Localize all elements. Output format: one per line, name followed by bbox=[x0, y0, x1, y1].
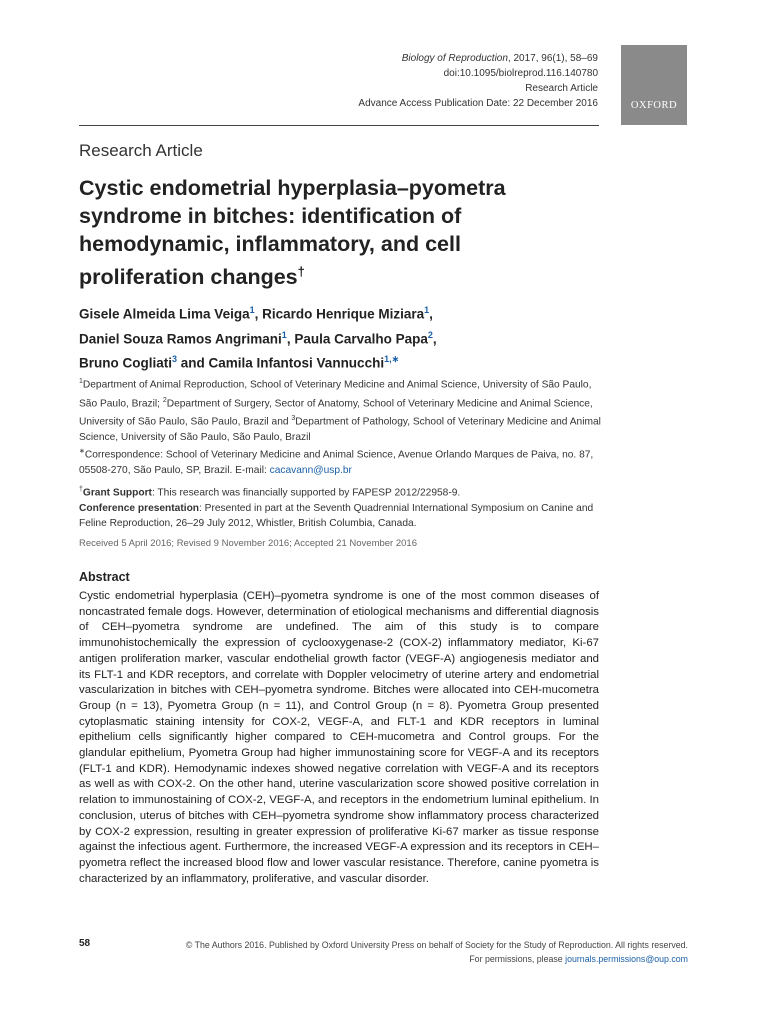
affiliation-number: 1 bbox=[79, 378, 83, 385]
author-name: Gisele Almeida Lima Veiga bbox=[79, 306, 250, 322]
affiliations bbox=[79, 374, 601, 445]
received-dates: Received 5 April 2016; Revised 9 November 2016; Accepted 21 November 2016 bbox=[79, 538, 417, 549]
affiliation-text: Department of Surgery, Sector of Anatomy, School of Veterinary Medicine and Animal Science, University of São Paulo, São Paulo, Brazil and bbox=[79, 397, 593, 428]
author-separator: and bbox=[177, 355, 209, 371]
article-type: Research Article bbox=[525, 83, 598, 94]
affiliation-text: Department of Animal Reproduction, School of Veterinary Medicine and Animal Science, University of São Paulo, São Paulo, Brazil; bbox=[79, 379, 592, 409]
author-separator: , bbox=[429, 306, 433, 322]
copyright-footer bbox=[180, 938, 688, 966]
abstract-body: Cystic endometrial hyperplasia (CEH)–pyometra syndrome is one of the most common diseases of noncastrated female dogs. However, determination of etiological mechanisms and differential diagnosis of CEH–pyometra syndrome are undefined. The aim of this study is to compare immunohistochemically the expression of cyclooxygenase-2 (COX-2) inflammatory mediator, Ki-67 antigen proliferation marker, vascular endothelial growth factor (VEGF-A) angiogenesis mediator and its FLT-1 and KDR receptors, and correlate with Doppler velocimetry of uterine artery and endometrial vascularization in bitches with CEH–pyometra syndrome. Bitches were allocated into CEH-mucometra Group (n = 13), Pyometra Group (n = 11), and Control Group (n = 8). Pyometra Group presented cytoplasmatic staining intensity for COX-2, VEGF-A, and FLT-1 and KDR receptors in luminal epithelium cells significantly higher compared to CEH-mucometra and Control groups. For the glandular epithelium, Pyometra Group had higher immunostaining score for VEGF-A and its receptors (FLT-1 and KDR). Hemodynamic indexes showed negative correlation with VEGF-A and its receptors as well as with COX-2. On the other hand, uterine vascularization score showed positive correlation in relation to immunostaining of COX-2, VEGF-A, and receptors in the endometrium luminal epithelium. In conclusion, uterus of bitches with CEH–pyometra syndrome show inflammatory process characterized by COX-2 expression, resulting in greater expression of proliferative Ki-67 marker as tissue response against the infectious agent. Furthermore, the increased VEGF-A expression and its receptors in CEH–pyometra reflect the increased blood flow and lower vascular resistance. Therefore, canine pyometra is characterized by an inflammatory, proliferative, and vascular disorder. bbox=[79, 590, 599, 885]
author-name: Ricardo Henrique Miziara bbox=[262, 306, 425, 322]
conference-presentation bbox=[79, 501, 601, 531]
author-affiliation-ref[interactable]: 2 bbox=[427, 329, 433, 340]
author-separator: , bbox=[286, 331, 295, 346]
permissions-email-link[interactable]: journals.permissions@oup.com bbox=[565, 954, 688, 964]
grant-support bbox=[79, 482, 601, 501]
funding-and-presentation bbox=[79, 482, 601, 531]
author-affiliation-ref[interactable]: 3 bbox=[172, 354, 178, 364]
doi[interactable]: doi:10.1095/biolreprod.116.140780 bbox=[443, 68, 598, 79]
header-divider bbox=[79, 125, 599, 126]
author-name: Daniel Souza Ramos Angrimani bbox=[79, 331, 282, 346]
oxford-logo[interactable]: OXFORD bbox=[621, 45, 687, 125]
article-title-text: Cystic endometrial hyperplasia–pyometra syndrome in bitches: identification of hemodynamic, inflammatory, and cell proliferation changes bbox=[79, 176, 506, 290]
author-affiliation-ref[interactable]: 1 bbox=[249, 305, 255, 315]
affiliation-number: 3 bbox=[291, 415, 296, 423]
correspondence-mark: ∗ bbox=[79, 448, 85, 455]
title-footnote-mark: † bbox=[297, 264, 305, 279]
author-list bbox=[79, 300, 599, 374]
author-name: Camila Infantosi Vannucchi bbox=[208, 355, 385, 371]
conference-presentation-text: : Presented in part at the Seventh Quadrennial International Symposium on Canine and Feline Reproduction, 26–29 July 2012, Whistler, British Columbia, Canada. bbox=[79, 502, 594, 529]
correspondence-text: Correspondence: School of Veterinary Medicine and Animal Science, Avenue Orlando Marques de Paiva, no. 87, 05508-270, São Paulo, SP, Brazil. E-mail: bbox=[79, 449, 594, 476]
article-title bbox=[79, 174, 579, 291]
correspondence bbox=[79, 444, 601, 478]
section-label: Research Article bbox=[79, 141, 203, 160]
conference-presentation-label: Conference presentation bbox=[79, 502, 200, 514]
journal-citation bbox=[358, 51, 598, 66]
abstract-heading: Abstract bbox=[79, 570, 130, 584]
author-affiliation-ref[interactable]: 1 bbox=[281, 329, 287, 340]
author-separator: , bbox=[254, 306, 263, 322]
grant-support-label: Grant Support bbox=[82, 487, 152, 499]
page-number: 58 bbox=[79, 938, 91, 949]
correspondence-email-link[interactable]: cacavann@usp.br bbox=[269, 464, 352, 476]
affiliation-text: Department of Pathology, School of Veterinary Medicine and Animal Science, University of São Paulo, São Paulo, Brazil bbox=[79, 416, 601, 443]
journal-name: Biology of Reproduction bbox=[401, 53, 508, 64]
grant-support-text: : This research was financially supported by FAPESP 2012/22958-9. bbox=[151, 487, 461, 499]
author-separator: , bbox=[432, 331, 437, 346]
advance-access-date: Advance Access Publication Date: 22 December 2016 bbox=[358, 98, 598, 109]
citation-details: , 2017, 96(1), 58–69 bbox=[507, 53, 598, 64]
support-mark: † bbox=[79, 486, 83, 493]
author-affiliation-ref[interactable]: 1,∗ bbox=[384, 354, 400, 364]
copyright-text: © The Authors 2016. Published by Oxford University Press on behalf of Society for the Study of Reproduction. All rights reserved. For permissions, please bbox=[185, 940, 688, 964]
author-affiliation-ref[interactable]: 1 bbox=[424, 305, 430, 315]
author-name: Bruno Cogliati bbox=[79, 355, 172, 371]
affiliation-number: 2 bbox=[162, 396, 167, 404]
author-name: Paula Carvalho Papa bbox=[294, 331, 428, 346]
journal-header-info bbox=[358, 51, 598, 111]
